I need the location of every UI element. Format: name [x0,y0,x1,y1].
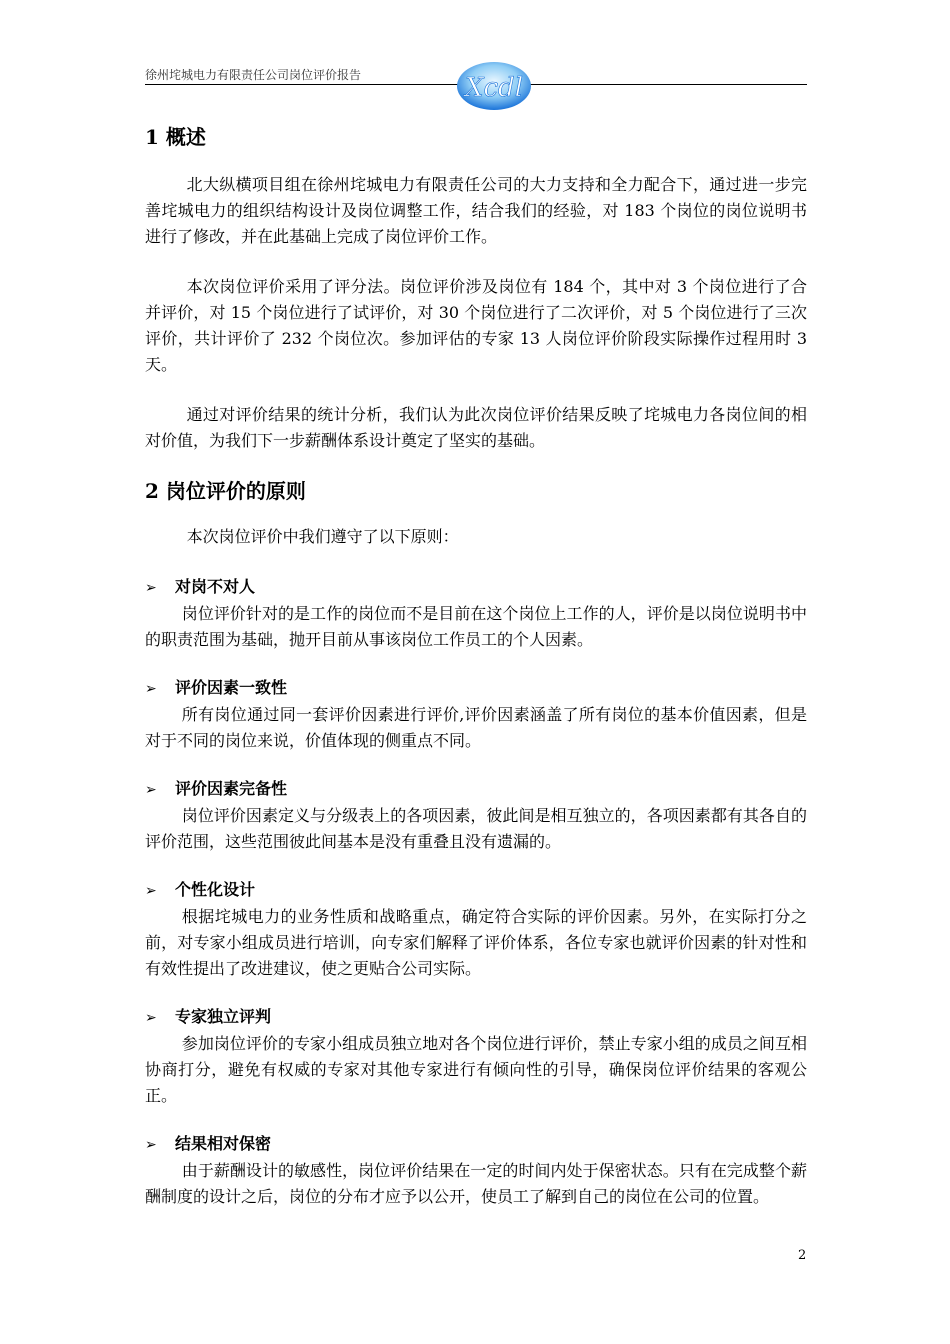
principle-title: 评价因素完备性 [175,779,288,798]
principle-item [145,675,807,754]
principle-item [145,877,807,982]
arrow-bullet-icon: ➢ [145,681,157,697]
principle-title: 个性化设计 [175,880,256,899]
section-2-intro: 本次岗位评价中我们遵守了以下原则： [186,527,459,546]
principle-title: 评价因素一致性 [175,678,288,697]
principle-title: 专家独立评判 [175,1007,272,1026]
logo-text: Xcdl [464,73,524,103]
principle-title: 结果相对保密 [175,1134,272,1153]
section-2-heading: 2 岗位评价的原则 [145,479,306,503]
header-title: 徐州垞城电力有限责任公司岗位评价报告 [145,68,362,82]
principle-body: 岗位评价因素定义与分级表上的各项因素，彼此间是相互独立的，各项因素都有其各自的评价范围，这些范围彼此间基本是没有重叠且没有遗漏的。 [145,806,807,851]
section-1-paragraph: 通过对评价结果的统计分析，我们认为此次岗位评价结果反映了垞城电力各岗位间的相对价值，为我们下一步薪酬体系设计奠定了坚实的基础。 [145,405,807,450]
principle-title: 对岗不对人 [175,577,256,596]
principle-item [145,574,807,653]
company-logo [455,58,533,112]
section-1-paragraph: 本次岗位评价采用了评分法。岗位评价涉及岗位有 184 个，其中对 3 个岗位进行了合并评价，对 15 个岗位进行了试评价，对 30 个岗位进行了二次评价，对 5 个岗位进行了三次评价，共计评价了 232 个岗位次。参加评估的专家 13 人岗位评价阶段实际操作过程用时 3 天。 [145,277,807,374]
principle-body: 岗位评价针对的是工作的岗位而不是目前在这个岗位上工作的人，评价是以岗位说明书中的职责范围为基础，抛开目前从事该岗位工作员工的个人因素。 [145,604,807,649]
principle-body: 根据垞城电力的业务性质和战略重点，确定符合实际的评价因素。另外，在实际打分之前，对专家小组成员进行培训，向专家们解释了评价体系，各位专家也就评价因素的针对性和有效性提出了改进建议，使之更贴合公司实际。 [145,907,807,978]
principle-body: 由于薪酬设计的敏感性，岗位评价结果在一定的时间内处于保密状态。只有在完成整个薪酬制度的设计之后，岗位的分布才应予以公开，使员工了解到自己的岗位在公司的位置。 [145,1161,807,1206]
arrow-bullet-icon: ➢ [145,580,157,596]
principle-body: 参加岗位评价的专家小组成员独立地对各个岗位进行评价，禁止专家小组的成员之间互相协商打分，避免有权威的专家对其他专家进行有倾向性的引导，确保岗位评价结果的客观公正。 [145,1034,807,1105]
arrow-bullet-icon: ➢ [145,883,157,899]
arrow-bullet-icon: ➢ [145,782,157,798]
principle-item [145,776,807,855]
arrow-bullet-icon: ➢ [145,1010,157,1026]
section-1-paragraph: 北大纵横项目组在徐州垞城电力有限责任公司的大力支持和全力配合下，通过进一步完善垞城电力的组织结构设计及岗位调整工作，结合我们的经验，对 183 个岗位的岗位说明书进行了修改，并在此基础上完成了岗位评价工作。 [145,175,807,246]
principle-item [145,1004,807,1109]
section-1-heading: 1 概述 [145,125,206,149]
page-number: 2 [798,1248,807,1263]
principle-item [145,1131,807,1210]
principle-body: 所有岗位通过同一套评价因素进行评价,评价因素涵盖了所有岗位的基本价值因素，但是对于不同的岗位来说，价值体现的侧重点不同。 [145,705,807,750]
document-body [145,118,807,1210]
arrow-bullet-icon: ➢ [145,1137,157,1153]
